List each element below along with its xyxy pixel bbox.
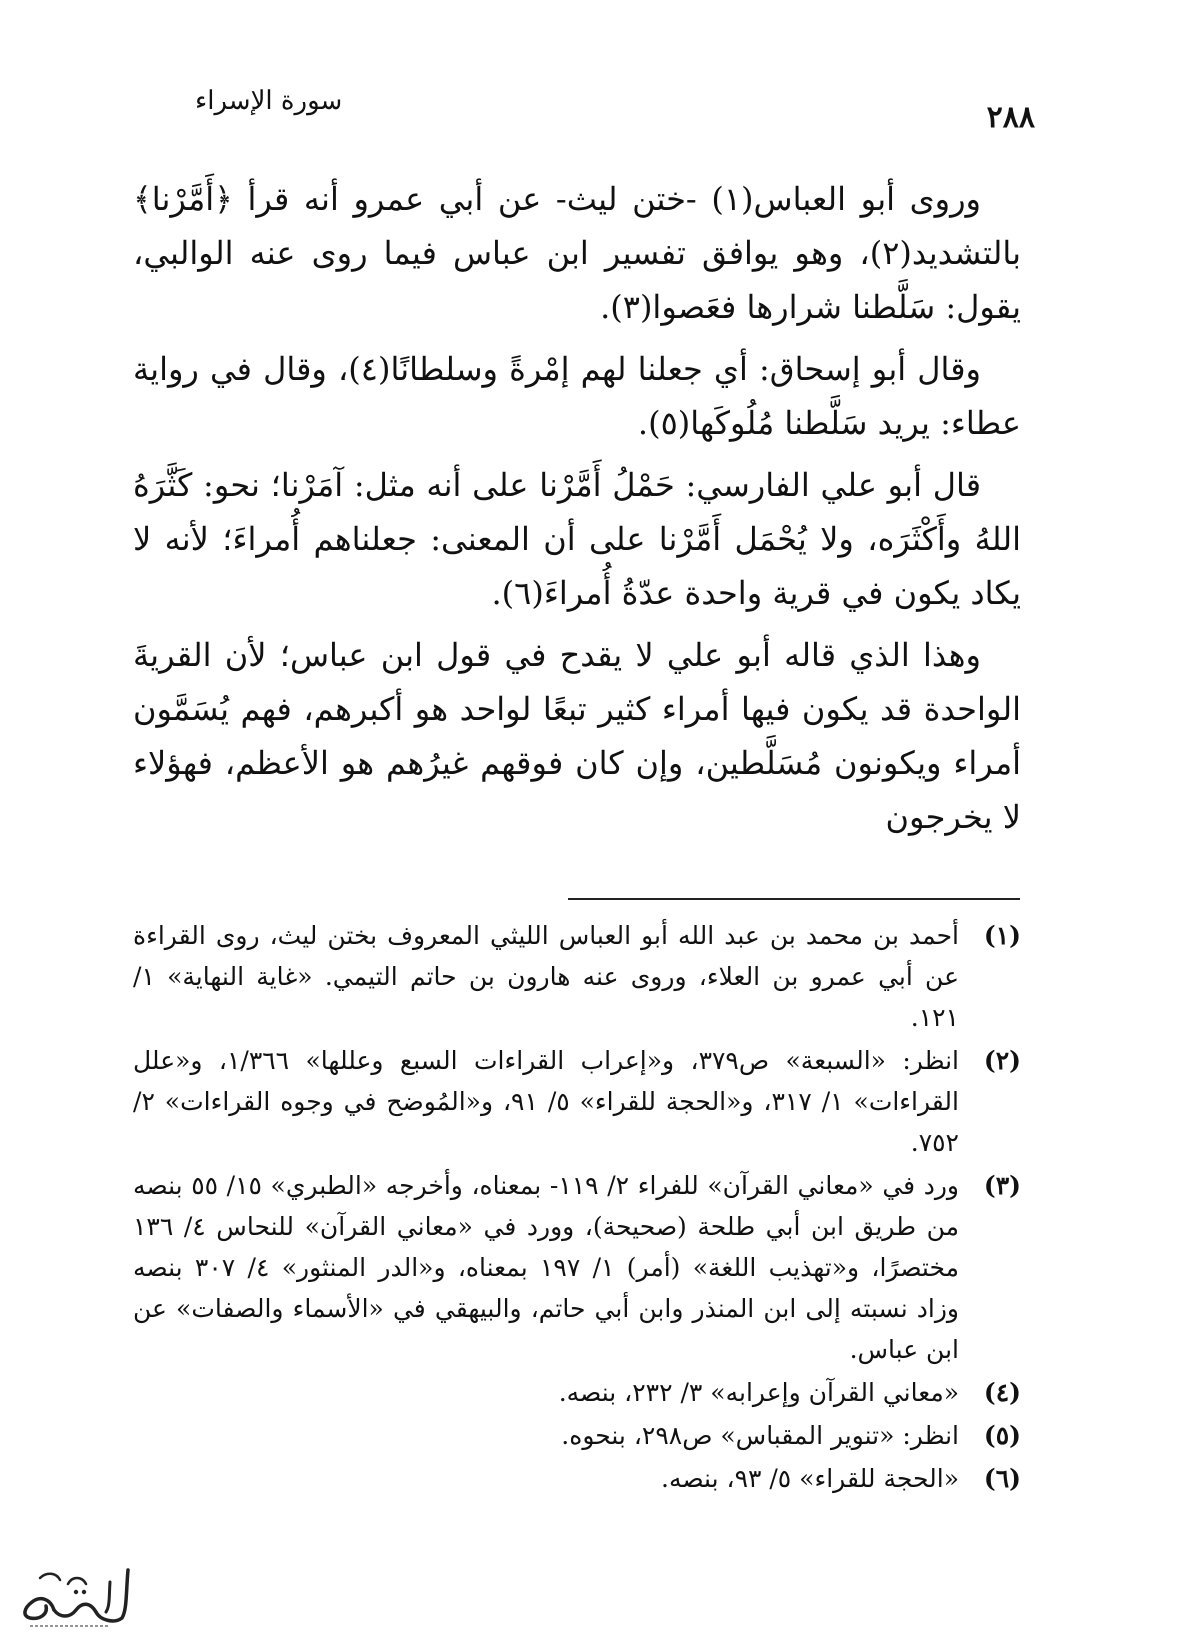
paragraph-3: قال أبو علي الفارسي: حَمْلُ أَمَّرْنا على أنه مثل: آمَرْنا؛ نحو: كَثَّرَهُ اللهُ وأَكْثَرَه، ولا يُحْمَل أَمَّرْنا على أن المعنى: جعلناهم أُمراءَ؛ لأنه لا يكاد يكون في قرية واحدة عدّةُ أُمراءَ(٦). bbox=[133, 466, 1021, 612]
footnotes bbox=[133, 915, 1021, 1501]
page-header bbox=[195, 78, 1035, 138]
footnote-text: أحمد بن محمد بن عبد الله أبو العباس الليثي المعروف بختن ليث، روى القراءة عن أبي عمرو بن العلاء، وروى عنه هارون بن حاتم التيمي. «غاية النهاية» ١/ ١٢١. bbox=[133, 921, 959, 1032]
page-number: ٢٨٨ bbox=[986, 100, 1035, 135]
running-title: سورة الإسراء bbox=[195, 86, 343, 116]
paragraph-2: وقال أبو إسحاق: أي جعلنا لهم إمْرةً وسلطانًا(٤)، وقال في رواية عطاء: يريد سَلَّطنا مُلُوكَها(٥). bbox=[133, 350, 1021, 442]
footnote-1 bbox=[133, 915, 1021, 1038]
footnote-number: (١) bbox=[983, 921, 1021, 950]
paragraph-4: وهذا الذي قاله أبو علي لا يقدح في قول ابن عباس؛ لأن القريةَ الواحدة قد يكون فيها أمراء كثير تبعًا لواحد هو أكبرهم، فهم يُسَمَّون أمراء ويكونون مُسَلَّطين، وإن كان فوقهم غيرُهم هو الأعظم، فهؤلاء لا يخرجون bbox=[133, 636, 1022, 836]
footnote-text: انظر: «السبعة» ص٣٧٩، و«إعراب القراءات السبع وعللها» ١/٣٦٦، و«علل القراءات» ١/ ٣١٧، و«الحجة للقراء» ٥/ ٩١، و«المُوضح في وجوه القراءات» ٢/ ٧٥٢. bbox=[133, 1046, 960, 1157]
main-text bbox=[133, 172, 1021, 852]
footnote-number: (٣) bbox=[983, 1171, 1021, 1200]
footnote-2 bbox=[133, 1040, 1021, 1163]
footnote-text: ورد في «معاني القرآن» للفراء ٢/ ١١٩- بمعناه، وأخرجه «الطبري» ١٥/ ٥٥ بنصه من طريق ابن أبي طلحة (صحيحة)، وورد في «معاني القرآن» للنحاس ٤/ ١٣٦ مختصرًا، و«تهذيب اللغة» (أمر) ١/ ١٩٧ بمعناه، و«الدر المنثور» ٤/ ٣٠٧ بنصه وزاد نسبته إلى ابن المنذر وابن أبي حاتم، والبيهقي في «الأسماء والصفات» عن ابن عباس. bbox=[133, 1171, 959, 1364]
footnote-5 bbox=[133, 1415, 1021, 1456]
footnote-6 bbox=[133, 1458, 1021, 1499]
footnote-3 bbox=[133, 1165, 1021, 1370]
publisher-logo-icon bbox=[10, 1562, 140, 1634]
footnote-4 bbox=[133, 1372, 1021, 1413]
paragraph-1: وروى أبو العباس(١) -ختن ليث- عن أبي عمرو أنه قرأ ﴿أَمَّرْنا﴾ بالتشديد(٢)، وهو يوافق تفسير ابن عباس فيما روى عنه الوالبي، يقول: سَلَّطنا شرارها فعَصوا(٣). bbox=[133, 180, 1021, 326]
footnote-separator bbox=[568, 898, 1020, 900]
footnote-text: «معاني القرآن وإعرابه» ٣/ ٢٣٢، بنصه. bbox=[558, 1378, 959, 1407]
footnote-text: «الحجة للقراء» ٥/ ٩٣، بنصه. bbox=[661, 1464, 959, 1493]
footnote-number: (٥) bbox=[983, 1421, 1021, 1450]
footnote-number: (٢) bbox=[983, 1046, 1021, 1075]
footnote-number: (٦) bbox=[983, 1464, 1021, 1493]
footnote-number: (٤) bbox=[983, 1378, 1021, 1407]
footnote-text: انظر: «تنوير المقباس» ص٢٩٨، بنحوه. bbox=[561, 1421, 959, 1450]
